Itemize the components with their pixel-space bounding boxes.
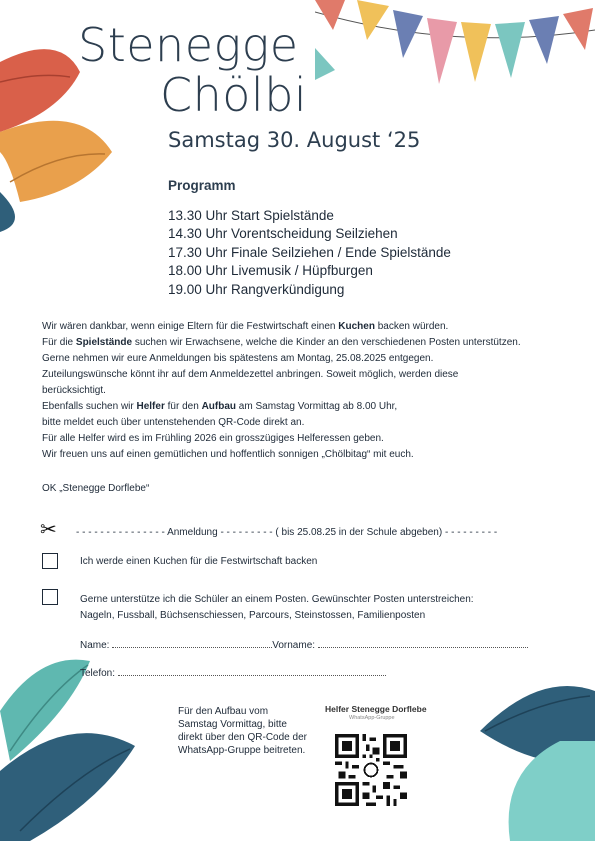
program-item: 14.30 Uhr Vorentscheidung Seilziehen bbox=[168, 226, 398, 242]
program-item: 19.00 Uhr Rangverkündigung bbox=[168, 281, 345, 297]
signature: OK „Stenegge Dorflebe“ bbox=[42, 483, 150, 494]
event-date: Samstag 30. August ‘25 bbox=[168, 128, 421, 152]
post-options-list: Nageln, Fussball, Büchsenschiessen, Parcours, Steinstossen, Familienposten bbox=[80, 610, 426, 621]
cake-option-label: Ich werde einen Kuchen für die Festwirtschaft backen bbox=[80, 556, 318, 567]
telefon-row bbox=[80, 666, 386, 679]
info-text bbox=[42, 319, 582, 463]
info-line: Gerne nehmen wir eure Anmeldungen bis spätestens am Montag, 25.08.2025 entgegen. bbox=[42, 353, 434, 364]
program-heading: Programm bbox=[168, 178, 236, 193]
whatsapp-group-subtitle: WhatsApp-Gruppe bbox=[349, 715, 395, 721]
post-helper-label: Gerne unterstütze ich die Schüler an einem Posten. Gewünschter Posten unterstreichen: bbox=[80, 594, 474, 605]
post-helper-option bbox=[80, 592, 474, 624]
name-label: Name: bbox=[80, 640, 110, 651]
info-line: bitte meldet euch über untenstehenden QR-Code direkt an. bbox=[42, 417, 305, 428]
bunting-decoration bbox=[315, 0, 595, 110]
leaf-decoration-bottom-right bbox=[480, 671, 595, 841]
scissors-icon: ✂ bbox=[40, 519, 57, 541]
info-line: Für die Spielstände suchen wir Erwachsene, welche die Kinder an den verschiedenen Posten unterstützen. bbox=[42, 337, 521, 348]
whatsapp-group-title: Helfer Stenegge Dorflebe bbox=[325, 704, 427, 714]
name-row bbox=[80, 638, 528, 651]
info-line: Für alle Helfer wird es im Frühling 2026 ein grosszügiges Helferessen geben. bbox=[42, 433, 384, 444]
vorname-label: Vorname: bbox=[272, 640, 316, 651]
info-line: Wir freuen uns auf einen gemütlichen und hoffentlich sonnigen „Chölbitag“ mit euch. bbox=[42, 449, 414, 460]
post-helper-checkbox[interactable] bbox=[42, 589, 58, 605]
aufbau-note: Für den Aufbau vom Samstag Vormittag, bitte direkt über den QR-Code der WhatsApp-Gruppe beitreten. bbox=[178, 706, 307, 756]
telefon-label: Telefon: bbox=[80, 668, 116, 679]
title-line-2: Chölbi bbox=[160, 68, 308, 122]
leaf-decoration-bottom-left bbox=[0, 651, 150, 841]
info-line: Ebenfalls suchen wir Helfer für den Aufbau am Samstag Vormittag ab 8.00 Uhr, bbox=[42, 401, 398, 412]
program-item: 18.00 Uhr Livemusik / Hüpfburgen bbox=[168, 263, 373, 279]
qr-code[interactable] bbox=[335, 734, 407, 806]
name-field[interactable] bbox=[112, 638, 272, 648]
telefon-field[interactable] bbox=[118, 666, 386, 676]
program-item: 17.30 Uhr Finale Seilziehen / Ende Spielstände bbox=[168, 244, 451, 260]
cut-line-label: - - - - - - - - - - - - - - - Anmeldung - - - - - - - - - ( bis 25.08.25 in der Schule abgeben) - - - - - - - - - bbox=[76, 527, 498, 538]
vorname-field[interactable] bbox=[318, 638, 528, 648]
cake-checkbox[interactable] bbox=[42, 553, 58, 569]
program-list bbox=[168, 207, 451, 299]
info-line: Zuteilungswünsche könnt ihr auf dem Anmeldezettel anbringen. Soweit möglich, werden diese bbox=[42, 369, 459, 380]
title-line-1: Stenegge bbox=[78, 18, 299, 72]
info-line: berücksichtigt. bbox=[42, 385, 106, 396]
info-line: Wir wären dankbar, wenn einige Eltern für die Festwirtschaft einen Kuchen backen würden. bbox=[42, 321, 449, 332]
program-item: 13.30 Uhr Start Spielstände bbox=[168, 208, 334, 223]
